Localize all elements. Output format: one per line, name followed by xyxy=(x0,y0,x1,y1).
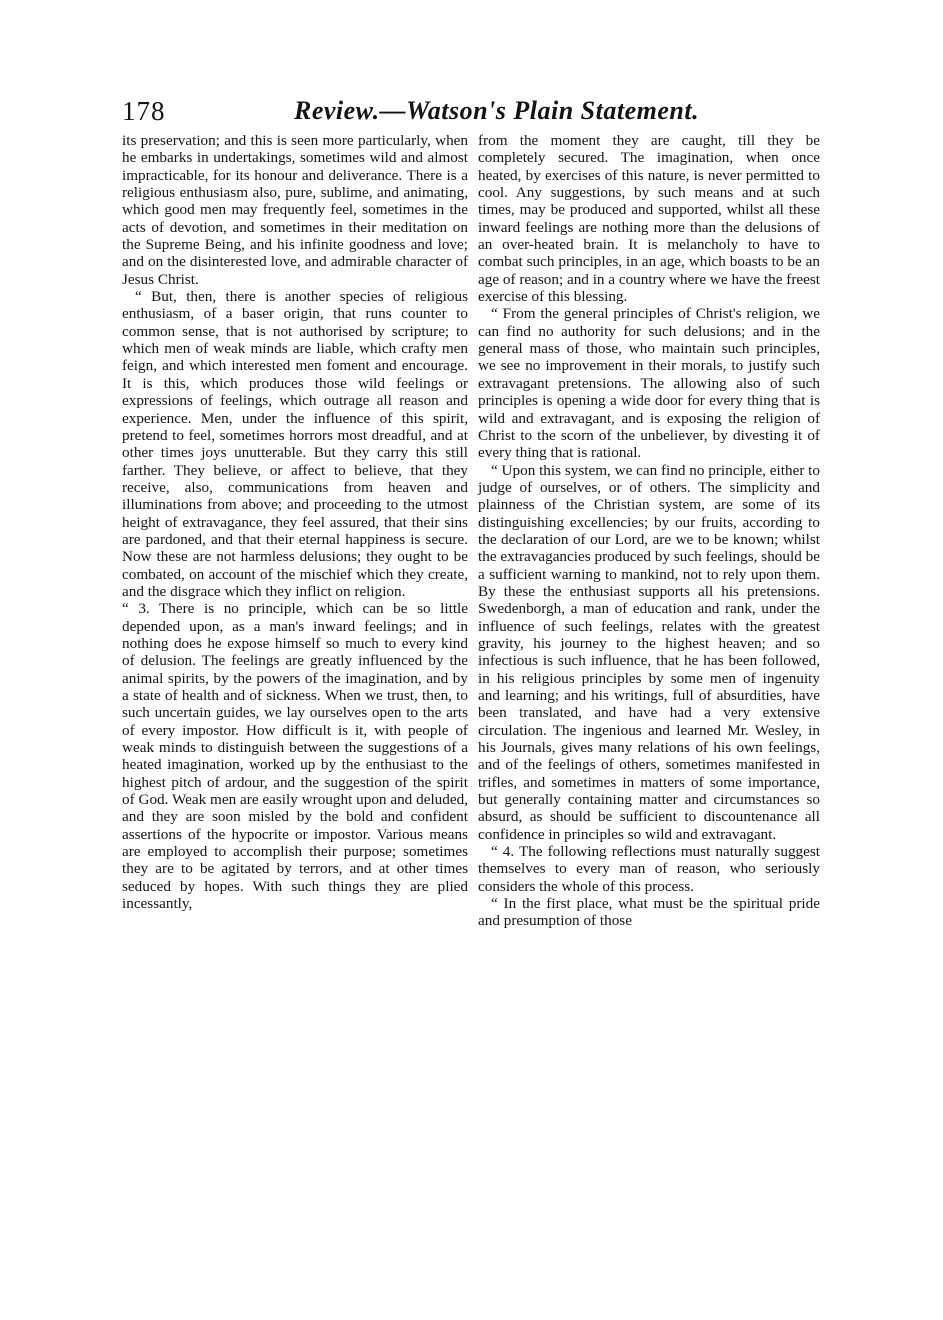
paragraph: “ But, then, there is another species of religious enthusiasm, of a baser origin, that runs counter to common sense, that is not authorised by scripture; to which men of weak minds are liable, which crafty men feign, and which interested men foment and encourage. It is this, which produces those wild feelings or expressions of feelings, which outrage all reason and experience. Men, under the influence of this spirit, pretend to feel, sometimes horrors most dreadful, and at other times joys unutterable. But they carry this still farther. They believe, or affect to believe, that they receive, also, communications from heaven and illuminations from above; and proceeding to the utmost height of extravagance, they feel assured, that their sins are pardoned, and that their eternal happiness is secure. Now these are not harmless delusions; they ought to be combated, on account of the mischief which they create, and the disgrace which they inflict on religion. xyxy=(122,288,468,600)
paragraph: from the moment they are caught, till they be completely secured. The imagination, when once heated, by exercises of this nature, is never permitted to cool. Any suggestions, by such means and at such times, may be produced and supported, whilst all these inward feelings are nothing more than the delusions of an over-heated brain. It is melancholy to have to combat such principles, in an age, which boasts to be an age of reason; and in a country where we have the freest exercise of this blessing. xyxy=(478,132,820,306)
paragraph: “ From the general principles of Christ's religion, we can find no authority for such delusions; and in the general mass of those, who maintain such principles, we see no improvement in their morals, to justify such extravagant pretensions. The allowing also of such principles is opening a wide door for every thing that is wild and extravagant, and is exposing the religion of Christ to the scorn of the unbeliever, by divesting it of every thing that is rational. xyxy=(478,305,820,462)
paragraph: “ 3. There is no principle, which can be so little depended upon, as a man's inward feelings; and in nothing does he expose himself so much to every kind of delusion. The feelings are greatly influenced by the animal spirits, by the powers of the imagination, and by a state of health and of sickness. When we trust, then, to such uncertain guides, we lay ourselves open to the arts of every impostor. How difficult is it, with people of weak minds to distinguish between the suggestions of a heated imagination, worked up by the enthusiast to the highest pitch of ardour, and the suggestion of the spirit of God. Weak men are easily wrought upon and deluded, and they are soon misled by the bold and confident assertions of the hypocrite or impostor. Various means are employed to accomplish their purpose; sometimes they are to be agitated by terrors, and at other times seduced by hopes. With such things they are plied incessantly, xyxy=(122,600,468,913)
running-title: Review.—Watson's Plain Statement. xyxy=(294,96,700,125)
paragraph: “ Upon this system, we can find no principle, either to judge of ourselves, or of others. The simplicity and plainness of the Christian system, are some of its distinguishing excellencies; by our fruits, according to the declaration of our Lord, are we to be known; whilst the extravagancies produced by such feelings, should be a sufficient warning to mankind, not to rely upon them. By these the enthusiast supports all his pretensions. Swedenborgh, a man of education and rank, under the influence of such feelings, relates with the greatest gravity, his journey to the highest heaven; and so infectious is such influence, that he has been followed, in his religious principles by some men of ingenuity and learning; and his writings, full of absurdities, have been translated, and have had a very extensive circulation. The ingenious and learned Mr. Wesley, in his Journals, gives many relations of his own feelings, and of the feelings of others, sometimes manifested in trifles, and sometimes in matters of some importance, but generally containing matter and circumstances so absurd, as should be sufficient to discountenance all confidence in principles so wild and extravagant. xyxy=(478,461,820,843)
page-header xyxy=(122,96,822,136)
page-number: 178 xyxy=(122,96,166,126)
paragraph: its preservation; and this is seen more particularly, when he embarks in undertakings, sometimes wild and almost impracticable, for its honour and deliverance. There is a religious enthusiasm also, pure, sublime, and animating, which good men may frequently feel, sometimes in the acts of devotion, and sometimes in their meditation on the Supreme Being, and his infinite goodness and love; and on the disinterested love, and admirable character of Jesus Christ. xyxy=(122,132,468,288)
right-column xyxy=(478,132,820,930)
left-column xyxy=(122,132,468,912)
paragraph: “ 4. The following reflections must naturally suggest themselves to every man of reason, who seriously considers the whole of this process. xyxy=(478,843,820,895)
paragraph: “ In the first place, what must be the spiritual pride and presumption of those xyxy=(478,895,820,930)
